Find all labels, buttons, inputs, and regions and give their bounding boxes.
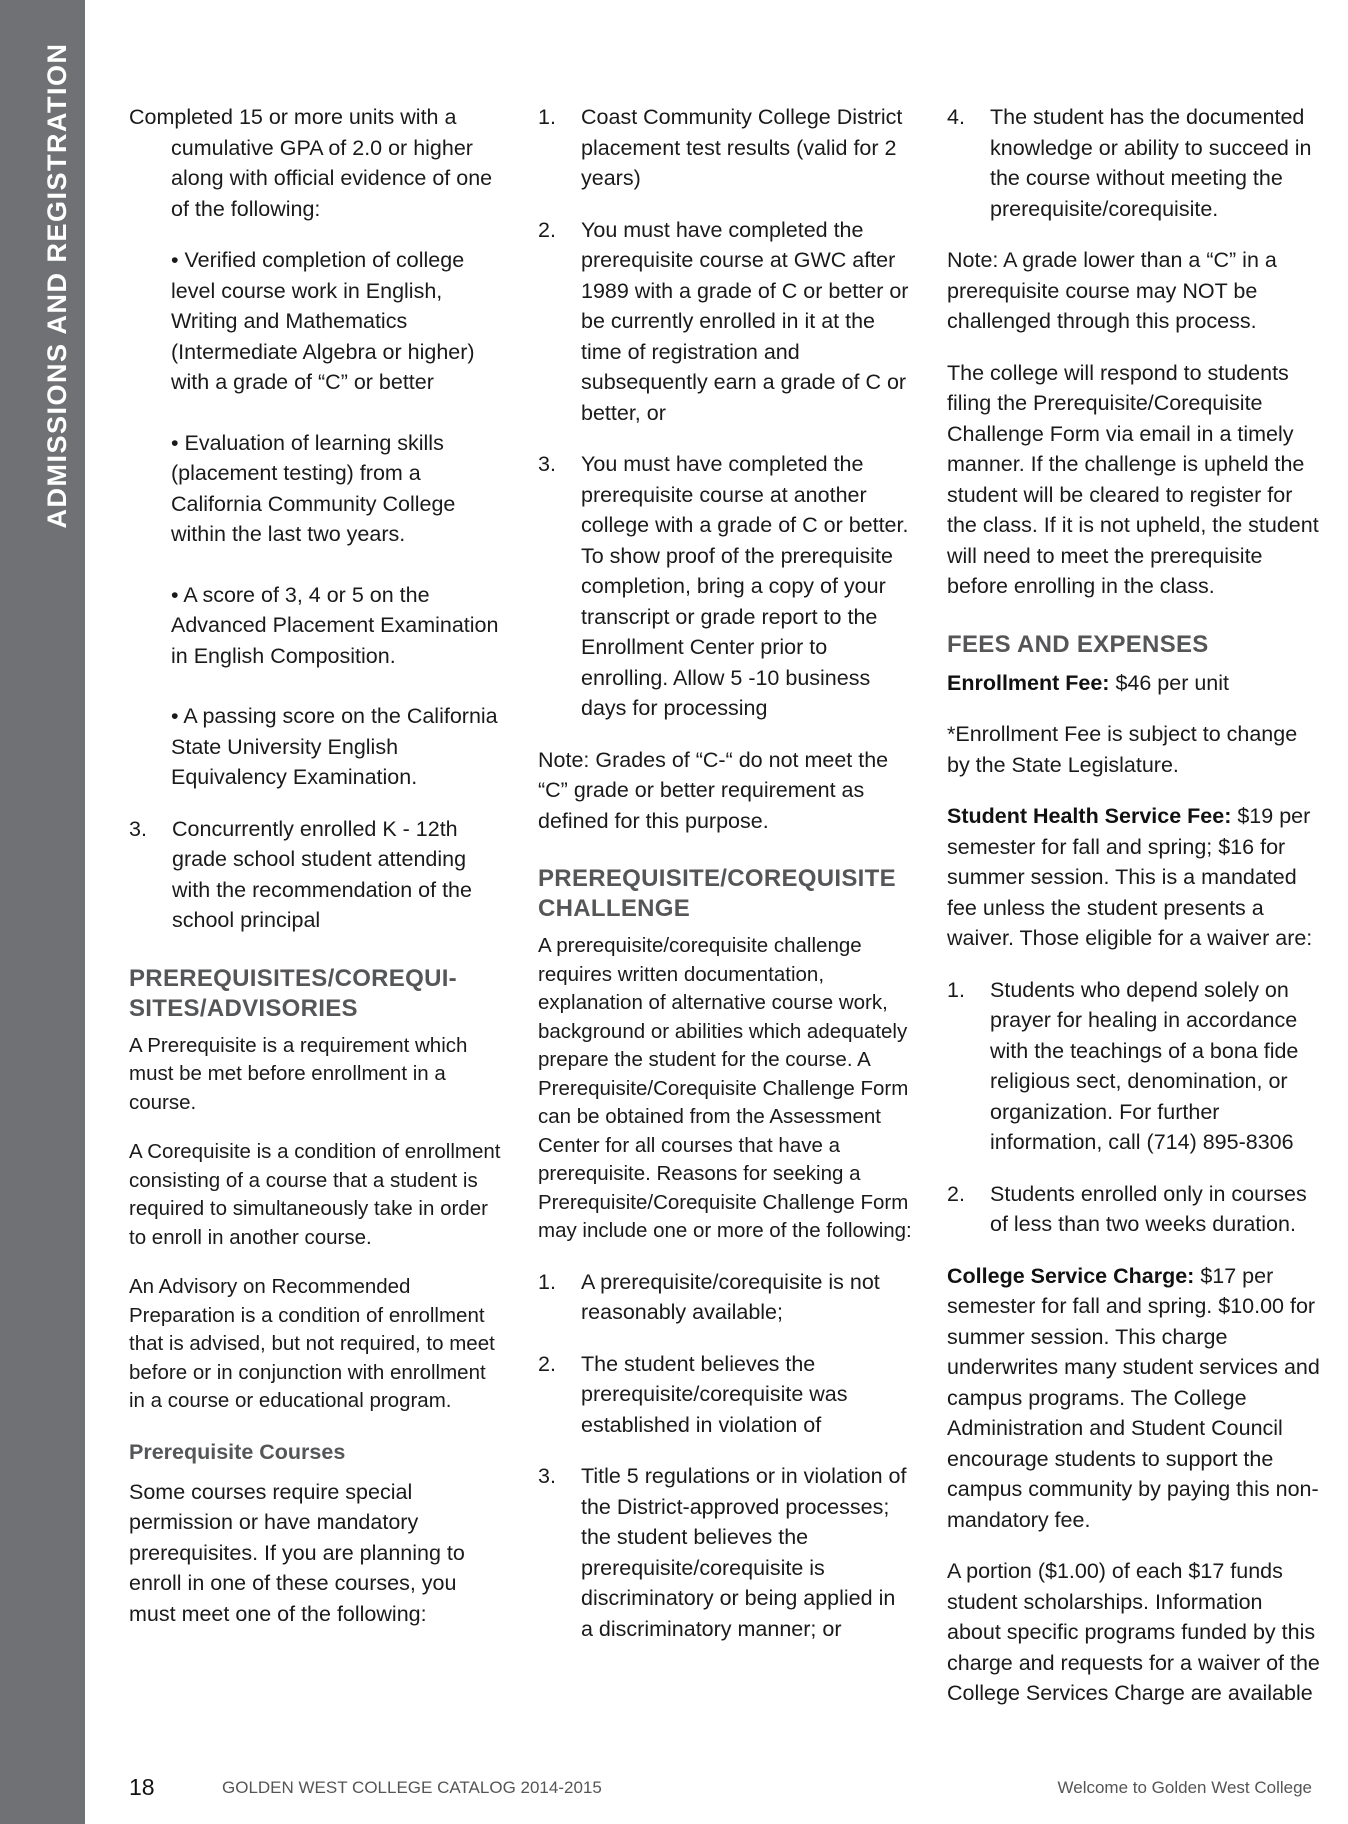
paragraph-enrollment-fee: [947, 668, 1322, 699]
page-number: 18: [129, 1774, 155, 1800]
footer-catalog-title: GOLDEN WEST COLLEGE CATALOG 2014-2015: [222, 1778, 602, 1797]
list-item: [947, 975, 1322, 1158]
column-3: [947, 102, 1322, 1730]
numbered-list: [538, 102, 913, 724]
section-heading-prerequisites: PREREQUISITES/COREQUI-SITES/ADVISORIES: [129, 964, 457, 1022]
list-number: 2.: [947, 1181, 965, 1206]
numbered-list: [947, 102, 1322, 224]
bullet-item: • Verified completion of college level course work in English, Writing and Mathematics (Intermediate Algebra or higher) with a grade of “C” or better: [171, 248, 475, 394]
list-item: [538, 1267, 913, 1328]
subheading-prerequisite-courses: Prerequisite Courses: [129, 1439, 346, 1464]
label-health-fee: Student Health Service Fee:: [947, 804, 1232, 828]
list-number: 3.: [538, 1464, 556, 1488]
paragraph-advisory: An Advisory on Recommended Preparation is a condition of enrollment that is advised, but not required, to meet before or in conjunction with enrollment in a course or educational program.: [129, 1275, 495, 1412]
list-number: 1.: [538, 105, 556, 129]
paragraph-college-respond: The college will respond to students filing the Prerequisite/Corequisite Challenge Form via email in a timely manner. If the challenge is upheld the student will be cleared to register for the class. If it is not upheld, the student will need to meet the prerequisite before enrolling in the class.: [947, 360, 1319, 598]
paragraph-corequisite: A Corequisite is a condition of enrollment consisting of a course that a student is required to simultaneously take in order to enroll in another course.: [129, 1140, 501, 1249]
list-item: [947, 1179, 1322, 1240]
paragraph-portion: A portion ($1.00) of each $17 funds student scholarships. Information about specific programs funded by this charge and requests for a waiver of the College Services Charge are available: [947, 1559, 1320, 1705]
paragraph-note-grade-lower: Note: A grade lower than a “C” in a prerequisite course may NOT be challenged through this process.: [947, 248, 1277, 333]
paragraph-health-fee: [947, 801, 1322, 954]
column-2: [538, 102, 913, 1665]
bullet-item: • A score of 3, 4 or 5 on the Advanced Placement Examination in English Composition.: [171, 582, 499, 668]
paragraph-prerequisite: A Prerequisite is a requirement which must be met before enrollment in a course.: [129, 1033, 468, 1114]
list-number: 2.: [538, 1351, 556, 1376]
value-service-charge: $17 per semester for fall and spring. $10.00 for summer session. This charge underwrites many student services and campus programs. The College Administration and Student Council encourage students to support the campus community by paying this non-mandatory fee.: [947, 1263, 1320, 1532]
list-text: Concurrently enrolled K - 12th grade school student attending with the recommendation of the school principal: [172, 816, 472, 932]
list-text: Students who depend solely on prayer for healing in accordance with the teachings of a bona fide religious sect, denomination, or organization. For further information, call (714) 895-8306: [990, 977, 1299, 1154]
label-enrollment-fee: Enrollment Fee:: [947, 670, 1110, 695]
section-heading-challenge: PREREQUISITE/COREQUISITE CHALLENGE: [538, 865, 896, 922]
list-number: 4.: [947, 105, 965, 129]
value-enrollment-fee: $46 per unit: [1109, 670, 1229, 695]
bullet-item: • A passing score on the California State University English Equivalency Examination.: [171, 704, 498, 789]
sidebar-band: [0, 0, 85, 1824]
list-item: [947, 102, 1322, 224]
paragraph-enrollment-note: *Enrollment Fee is subject to change by the State Legislature.: [947, 722, 1298, 777]
paragraph-service-charge: [947, 1261, 1322, 1536]
list-text: Title 5 regulations or in violation of the District-approved processes; the student believes the prerequisite/corequisite is discriminatory or being applied in a discriminatory manner; or: [581, 1464, 907, 1641]
list-number: 1.: [538, 1269, 556, 1294]
list-text: You must have completed the prerequisite course at another college with a grade of C or better. To show proof of the prerequisite completion, bring a copy of your transcript or grade report to the Enrollment Center prior to enrolling. Allow 5 -10 business days for processing: [581, 452, 909, 720]
column-1: [129, 102, 504, 1650]
list-item: [129, 814, 504, 936]
list-number: 3.: [538, 452, 556, 476]
footer-section-title: Welcome to Golden West College: [1057, 1778, 1312, 1797]
bullet-item: • Evaluation of learning skills (placement testing) from a California Community College within the last two years.: [171, 430, 456, 546]
list-item: [538, 1461, 913, 1644]
list-item: [538, 215, 913, 429]
list-text: The student has the documented knowledge or ability to succeed in the course without meeting the prerequisite/corequisite.: [990, 105, 1312, 221]
numbered-list: [538, 1267, 913, 1645]
numbered-list: [947, 975, 1322, 1240]
paragraph-prerequisite-courses: Some courses require special permission or have mandatory prerequisites. If you are planning to enroll in one of these courses, you must meet one of the following:: [129, 1479, 465, 1626]
section-heading-fees: FEES AND EXPENSES: [947, 630, 1209, 658]
list-text: Coast Community College District placement test results (valid for 2 years): [581, 105, 903, 190]
paragraph-completed-units: Completed 15 or more units with a cumulative GPA of 2.0 or higher along with official evidence of one of the following:: [129, 105, 493, 221]
list-text: The student believes the prerequisite/corequisite was established in violation of: [581, 1351, 848, 1437]
list-item: [538, 1349, 913, 1441]
paragraph-challenge: A prerequisite/corequisite challenge requires written documentation, explanation of alternative course work, background or abilities which adequately prepare the student for the course. A Prerequisite/Corequisite Challenge Form can be obtained from the Assessment Center for all courses that have a prerequisite. Reasons for seeking a Prerequisite/Corequisite Challenge Form may include one or more of the following:: [538, 934, 912, 1242]
list-text: A prerequisite/corequisite is not reasonably available;: [581, 1269, 880, 1324]
list-number: 1.: [947, 977, 965, 1002]
value-health-fee: $19 per semester for fall and spring; $16 for summer session. This is a mandated fee unless the student presents a waiver. Those eligible for a waiver are:: [947, 804, 1313, 950]
paragraph-note-grades: Note: Grades of “C-“ do not meet the “C” grade or better requirement as defined for this purpose.: [538, 747, 889, 833]
label-service-charge: College Service Charge:: [947, 1263, 1195, 1288]
list-number: 3.: [129, 816, 147, 841]
section-tab-label: ADMISSIONS AND REGISTRATION: [42, 42, 72, 529]
numbered-list: [129, 814, 504, 936]
list-text: Students enrolled only in courses of less than two weeks duration.: [990, 1181, 1307, 1236]
list-number: 2.: [538, 217, 556, 242]
list-text: You must have completed the prerequisite course at GWC after 1989 with a grade of C or better or be currently enrolled in it at the time of registration and subsequently earn a grade of C or better, or: [581, 217, 909, 425]
list-item: [538, 449, 913, 724]
list-item: [538, 102, 913, 194]
